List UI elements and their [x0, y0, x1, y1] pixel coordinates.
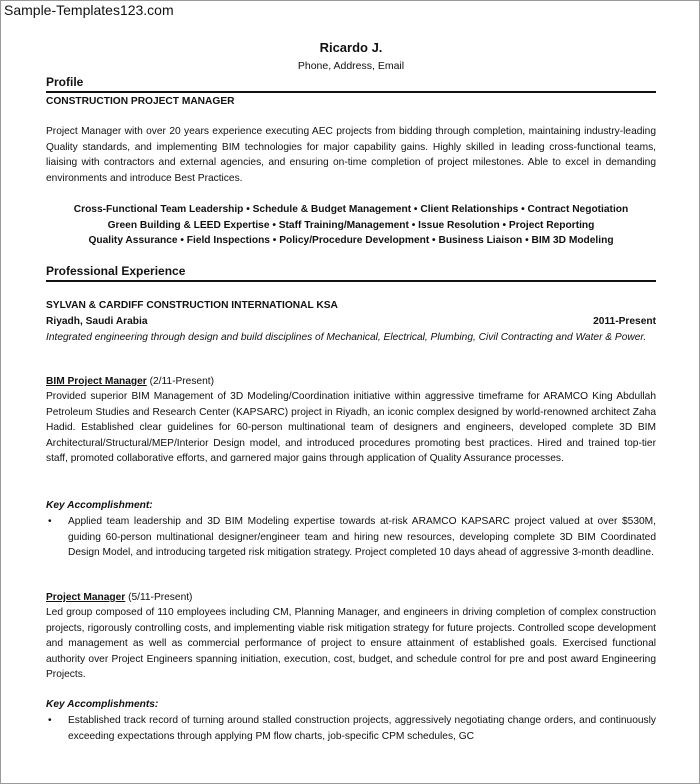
profile-summary: Project Manager with over 20 years experience executing AEC projects from bidding through completion, maintaining industry-leading Quality standards, and implementing BIM technologies for major capability gains. Highly skilled in leading cross-functional teams, liaising with contractors and external agencies, and ensuring on-time completion of project milestones. Able to excel in demanding environments and introduce Best Practices.	[46, 126, 656, 184]
location-row	[46, 314, 656, 330]
skills-line: Quality Assurance • Field Inspections • Policy/Procedure Development • Business Liaison • BIM 3D Modeling	[88, 235, 614, 247]
contact-line: Phone, Address, Email	[297, 60, 405, 72]
skills-block	[46, 202, 656, 249]
bullet-glyph: •	[48, 516, 52, 527]
role-title: BIM Project Manager	[46, 376, 147, 387]
skills-line: Cross-Functional Team Leadership • Schedule & Budget Management • Client Relationships • Contract Negotiation	[73, 204, 629, 215]
company-description: Integrated engineering through design and build disciplines of Mechanical, Electrical, Plumbing, Civil Contracting and Water & Power.	[46, 332, 647, 343]
company-location: Riyadh, Saudi Arabia	[46, 316, 148, 327]
accomplishment-text: Applied team leadership and 3D BIM Modeling expertise towards at-risk ARAMCO KAPSARC project valued at over $530M, guiding 60-person multinational designer/engineer team and hiring new resources, developing complete 3D BIM Coordinated Design Model, and introducing targeted risk mitigation strategy. Project completed 10 days ahead of aggressive 3-month deadline.	[68, 516, 656, 559]
role-summary: Provided superior BIM Management of 3D Modeling/Coordination initiative within aggressive timeframe for ARAMCO King Abdullah Petroleum Studies and Research Center (KAPSARC) project in Riyadh, an iconic complex designed by world-renowned architect Zaha Hadid. Established clear guidelines for 60-person multinational team of designers and engineers, developed complete 3D BIM Architectural/Structural/MEP/Interior Design model, and introduced procedures promoting best practices. Hired and trained top-tier staff, promoted collaborative efforts, and garnered major gains through application of Quality Assurance processes.	[46, 391, 656, 465]
profile-title: CONSTRUCTION PROJECT MANAGER	[46, 96, 235, 107]
role-dates: (5/11-Present)	[125, 592, 193, 603]
experience-heading: Professional Experience	[46, 263, 656, 282]
watermark: Sample-Templates123.com	[4, 2, 174, 18]
key-accomplishment-label: Key Accomplishment:	[46, 500, 153, 511]
role-summary: Led group composed of 110 employees including CM, Planning Manager, and engineers in driving completion of complex construction projects, rigorously controlling costs, and implementing viable risk mitigation strategy for future projects. Controlled scope development and management as well as commercial performance of project to ensure attainment of established goals. Exercised functional authority over Project Engineers spanning initiation, execution, cost, budget, and schedule control for pre and post award Engineering Projects.	[46, 607, 656, 681]
role-heading	[46, 374, 214, 390]
key-accomplishment-label: Key Accomplishments:	[46, 699, 159, 710]
role-title: Project Manager	[46, 592, 126, 603]
profile-heading: Profile	[46, 74, 656, 93]
skills-line: Green Building & LEED Expertise • Staff Training/Management • Issue Resolution • Project Reporting	[107, 219, 595, 231]
employment-period: 2011-Present	[593, 316, 656, 327]
candidate-name: Ricardo J.	[319, 40, 383, 55]
bullet-glyph: •	[48, 715, 52, 726]
company-name: SYLVAN & CARDIFF CONSTRUCTION INTERNATIONAL KSA	[46, 300, 338, 311]
role-heading	[46, 590, 192, 606]
role-dates: (2/11-Present)	[146, 376, 214, 387]
accomplishment-text: Established track record of turning around stalled construction projects, aggressively negotiating change orders, and continuously exceeding expectations through applying PM flow charts, job-specific CPM schedules, GC	[68, 715, 656, 742]
